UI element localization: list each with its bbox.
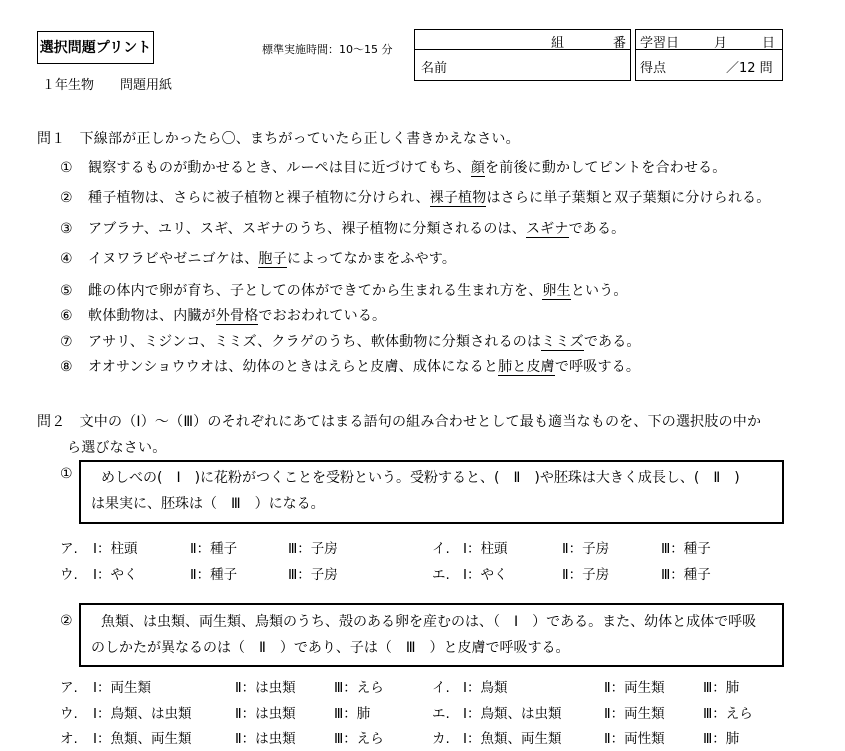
option-part: Ⅱ：種子 — [190, 541, 238, 557]
underlined-term: 卵生 — [542, 283, 571, 299]
option-part: Ⅱ：は虫類 — [235, 731, 296, 747]
option-row[interactable] — [60, 702, 78, 722]
item-number: ⑦ — [60, 334, 73, 350]
option-part: Ⅱ：両生類 — [604, 706, 665, 722]
item-number: ① — [60, 160, 73, 176]
item-text: 種子植物は、さらに被子植物と裸子植物に分けられ、 — [88, 190, 430, 206]
option-row[interactable] — [60, 676, 78, 696]
option-key: ウ. — [60, 706, 78, 722]
option-part: Ⅱ：は虫類 — [235, 706, 296, 722]
q2-prompt-line1: 問２ 文中の（Ⅰ）〜（Ⅲ）のそれぞれにあてはまる語句の組み合わせとして最も適当なものを、下の選択肢の中か — [37, 414, 762, 430]
option-row[interactable] — [432, 563, 450, 583]
item-text: である。 — [568, 221, 626, 237]
passage-1-line2: は果実に、胚珠は（ Ⅲ ）になる。 — [91, 496, 325, 512]
option-part: Ⅰ：やく — [463, 567, 508, 583]
option-key: エ. — [432, 567, 450, 583]
item-text: でおおわれている。 — [258, 308, 387, 324]
date-label: 学習日 — [640, 36, 680, 51]
option-key: カ. — [432, 731, 450, 747]
item-text: アブラナ、ユリ、スギ、スギナのうち、裸子植物に分類されるのは、 — [88, 221, 526, 237]
option-row[interactable] — [60, 727, 78, 747]
passage-2-number: ② — [60, 613, 73, 629]
item-text: によってなかまをふやす。 — [286, 251, 457, 267]
option-key: エ. — [432, 706, 450, 722]
score-total: ／12 問 — [726, 61, 773, 76]
option-part: Ⅰ：鳥類 — [463, 680, 508, 696]
option-part: Ⅲ：えら — [703, 706, 753, 722]
worksheet-title: 選択問題プリント — [37, 31, 154, 64]
option-row[interactable] — [432, 537, 450, 557]
option-part: Ⅰ：柱頭 — [93, 541, 138, 557]
passage-2-line2: のしかたが異なるのは（ Ⅱ ）であり、子は（ Ⅲ ）と皮膚で呼吸する。 — [91, 640, 570, 656]
option-part: Ⅱ：は虫類 — [235, 680, 296, 696]
item-text: 軟体動物は、内臓が — [88, 308, 216, 324]
option-part: Ⅱ：両生類 — [604, 680, 665, 696]
underlined-term: 裸子植物 — [429, 190, 487, 206]
option-key: イ. — [432, 541, 450, 557]
underlined-term: 胞子 — [258, 251, 287, 267]
option-row[interactable] — [60, 563, 78, 583]
option-part: Ⅰ：やく — [93, 567, 138, 583]
option-key: ア. — [60, 541, 78, 557]
underlined-term: スギナ — [525, 221, 569, 237]
underlined-term: 顔 — [470, 160, 486, 176]
passage-1-box — [79, 460, 784, 524]
item-number: ⑥ — [60, 308, 73, 324]
option-part: Ⅰ：鳥類、は虫類 — [463, 706, 562, 722]
q1-prompt: 問１ 下線部が正しかったら〇、まちがっていたら正しく書きかえなさい。 — [37, 131, 520, 147]
item-number: ③ — [60, 221, 73, 237]
option-part: Ⅲ：えら — [334, 731, 384, 747]
option-part: Ⅲ：種子 — [661, 567, 711, 583]
option-key: イ. — [432, 680, 450, 696]
q1-item — [60, 356, 640, 376]
name-box — [414, 29, 631, 81]
underlined-term: ミミズ — [541, 334, 584, 350]
option-row[interactable] — [432, 702, 450, 722]
item-text: はさらに単子葉類と双子葉類に分けられる。 — [486, 190, 771, 206]
option-part: Ⅲ：種子 — [661, 541, 711, 557]
item-text: である。 — [583, 334, 641, 350]
option-part: Ⅰ：魚類、両生類 — [463, 731, 562, 747]
item-text: アサリ、ミジンコ、ミミズ、クラゲのうち、軟体動物に分類されるのは — [88, 334, 542, 350]
item-number: ⑤ — [60, 283, 73, 299]
option-part: Ⅲ：肺 — [703, 680, 740, 696]
underlined-term: 外骨格 — [215, 308, 259, 324]
option-part: Ⅲ：えら — [334, 680, 384, 696]
q2-prompt-line2: ら選びなさい。 — [67, 440, 167, 456]
item-text: オオサンショウウオは、幼体のときはえらと皮膚、成体になると — [88, 359, 499, 375]
q1-item — [60, 218, 625, 238]
option-row[interactable] — [432, 676, 450, 696]
option-part: Ⅰ：柱頭 — [463, 541, 508, 557]
q1-item — [60, 157, 726, 177]
option-key: オ. — [60, 731, 78, 747]
item-number: ② — [60, 190, 73, 206]
option-key: ア. — [60, 680, 78, 696]
item-text: を前後に動かしてピントを合わせる。 — [485, 160, 727, 176]
item-text: 観察するものが動かせるとき、ルーペは目に近づけてもち、 — [88, 160, 471, 176]
option-part: Ⅲ：子房 — [288, 541, 338, 557]
name-label: 名前 — [421, 61, 448, 76]
option-part: Ⅱ：種子 — [190, 567, 238, 583]
option-part: Ⅲ：肺 — [334, 706, 371, 722]
q1-item — [60, 305, 386, 325]
option-part: Ⅲ：子房 — [288, 567, 338, 583]
option-part: Ⅰ：魚類、両生類 — [93, 731, 192, 747]
day-label: 日 — [762, 36, 776, 51]
worksheet-subtitle: １年生物 問題用紙 — [42, 78, 173, 93]
option-part: Ⅰ：両生類 — [93, 680, 151, 696]
option-row[interactable] — [432, 727, 450, 747]
item-text: という。 — [570, 283, 628, 299]
item-number: ⑧ — [60, 359, 73, 375]
underlined-term: 肺と皮膚 — [498, 359, 555, 375]
option-key: ウ. — [60, 567, 78, 583]
option-row[interactable] — [60, 537, 78, 557]
passage-1-line1: めしべの( Ⅰ )に花粉がつくことを受粉という。受粉すると、( Ⅱ )や胚珠は大きく成長し、( Ⅱ ) — [101, 470, 740, 486]
item-text: で呼吸する。 — [554, 359, 641, 375]
q1-item — [60, 187, 770, 207]
item-number: ④ — [60, 251, 73, 267]
score-label: 得点 — [640, 61, 667, 76]
passage-2-box — [79, 603, 784, 667]
option-part: Ⅰ：鳥類、は虫類 — [93, 706, 192, 722]
passage-1-number: ① — [60, 466, 73, 482]
item-text: イヌワラビやゼニゴケは、 — [88, 251, 259, 267]
time-label: 標準実施時間：10〜15 分 — [262, 43, 393, 56]
q1-item — [60, 331, 641, 351]
q1-item — [60, 280, 628, 300]
number-label: 番 — [613, 36, 627, 51]
passage-2-line1: 魚類、は虫類、両生類、鳥類のうち、殻のある卵を産むのは、（ Ⅰ ）である。また、幼体と成体で呼吸 — [101, 614, 757, 630]
date-score-box — [635, 29, 783, 81]
item-text: 雌の体内で卵が育ち、子としての体ができてから生まれる生まれ方を、 — [88, 283, 543, 299]
month-label: 月 — [714, 36, 728, 51]
option-part: Ⅲ：肺 — [703, 731, 740, 747]
option-part: Ⅱ：両性類 — [604, 731, 665, 747]
q1-item — [60, 248, 456, 268]
option-part: Ⅱ：子房 — [562, 541, 610, 557]
option-part: Ⅱ：子房 — [562, 567, 610, 583]
class-label: 組 — [551, 36, 565, 51]
